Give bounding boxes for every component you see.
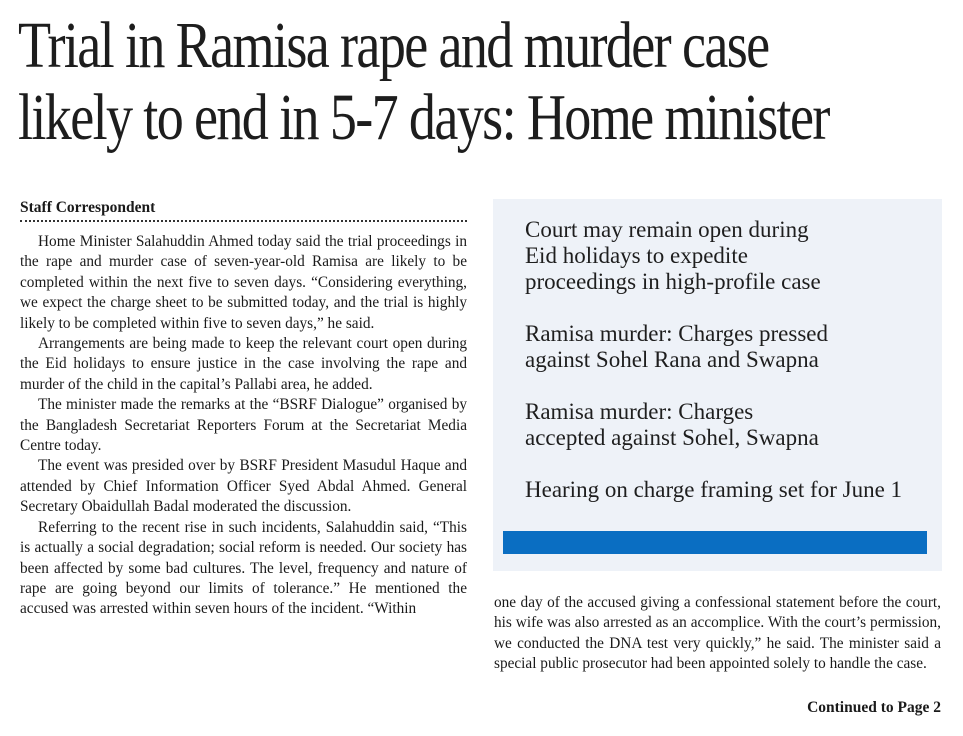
related-story-link[interactable]: [525, 399, 922, 451]
related-story-link[interactable]: [525, 477, 922, 503]
sidebar-accent-bar: [503, 531, 927, 554]
article-paragraph: The event was presided over by BSRF President Masudul Haque and attended by Chief Information Officer Syed Abdal Ahmed. General Secretary Obaidullah Badal moderated the discussion.: [20, 457, 467, 516]
headline: [18, 9, 829, 154]
byline: Staff Correspondent: [20, 199, 156, 216]
article-paragraph: Referring to the recent rise in such incidents, Salahuddin said, “This is actually a social degradation; social reform is needed. Our society has been affected by some bad cultures. The level, frequency and nature of rape are going beyond our limits of tolerance.” He mentioned the accused was arrested within seven hours of the incident. “Within: [20, 518, 467, 618]
related-story-line: proceedings in high-profile case: [525, 269, 821, 294]
related-story-line: accepted against Sohel, Swapna: [525, 425, 819, 450]
article-paragraph: The minister made the remarks at the “BSRF Dialogue” organised by the Bangladesh Secretariat Reporters Forum at the Secretariat Media Centre today.: [20, 396, 467, 455]
related-story-line: Ramisa murder: Charges: [525, 399, 754, 424]
related-story-line: Hearing on charge framing set for June 1: [525, 477, 903, 502]
related-story-line: Ramisa murder: Charges pressed: [525, 321, 828, 346]
related-story-line: Court may remain open during: [525, 217, 809, 242]
article-paragraph: Home Minister Salahuddin Ahmed today said the trial proceedings in the rape and murder case of seven-year-old Ramisa are likely to be completed within the next five to seven days. “Considering everything, we expect the charge sheet to be submitted today, and the trial is highly likely to be completed within five to seven days,” he said.: [20, 233, 467, 332]
related-story-line: against Sohel Rana and Swapna: [525, 347, 819, 372]
continued-link[interactable]: Continued to Page 2: [807, 699, 941, 716]
related-story-line: Eid holidays to expedite: [525, 243, 748, 268]
byline-dotted-rule: [20, 220, 467, 222]
related-story-link[interactable]: [525, 321, 922, 373]
related-stories-box: [493, 199, 942, 571]
article-column-1: [20, 232, 467, 620]
article-column-2: [494, 593, 941, 675]
headline-line-2: likely to end in 5-7 days: Home minister: [18, 81, 829, 154]
article-paragraph: one day of the accused giving a confessional statement before the court, his wife was also arrested as an accomplice. With the court’s permission, we conducted the DNA test very quickly,” he said. The minister said a special public prosecutor had been appointed solely to handle the case.: [494, 594, 941, 673]
article-paragraph: Arrangements are being made to keep the relevant court open during the Eid holidays to ensure justice in the case involving the rape and murder of the child in the capital’s Pallabi area, he added.: [20, 335, 467, 393]
related-story-link[interactable]: [525, 217, 922, 295]
headline-line-1: Trial in Ramisa rape and murder case: [18, 9, 769, 82]
